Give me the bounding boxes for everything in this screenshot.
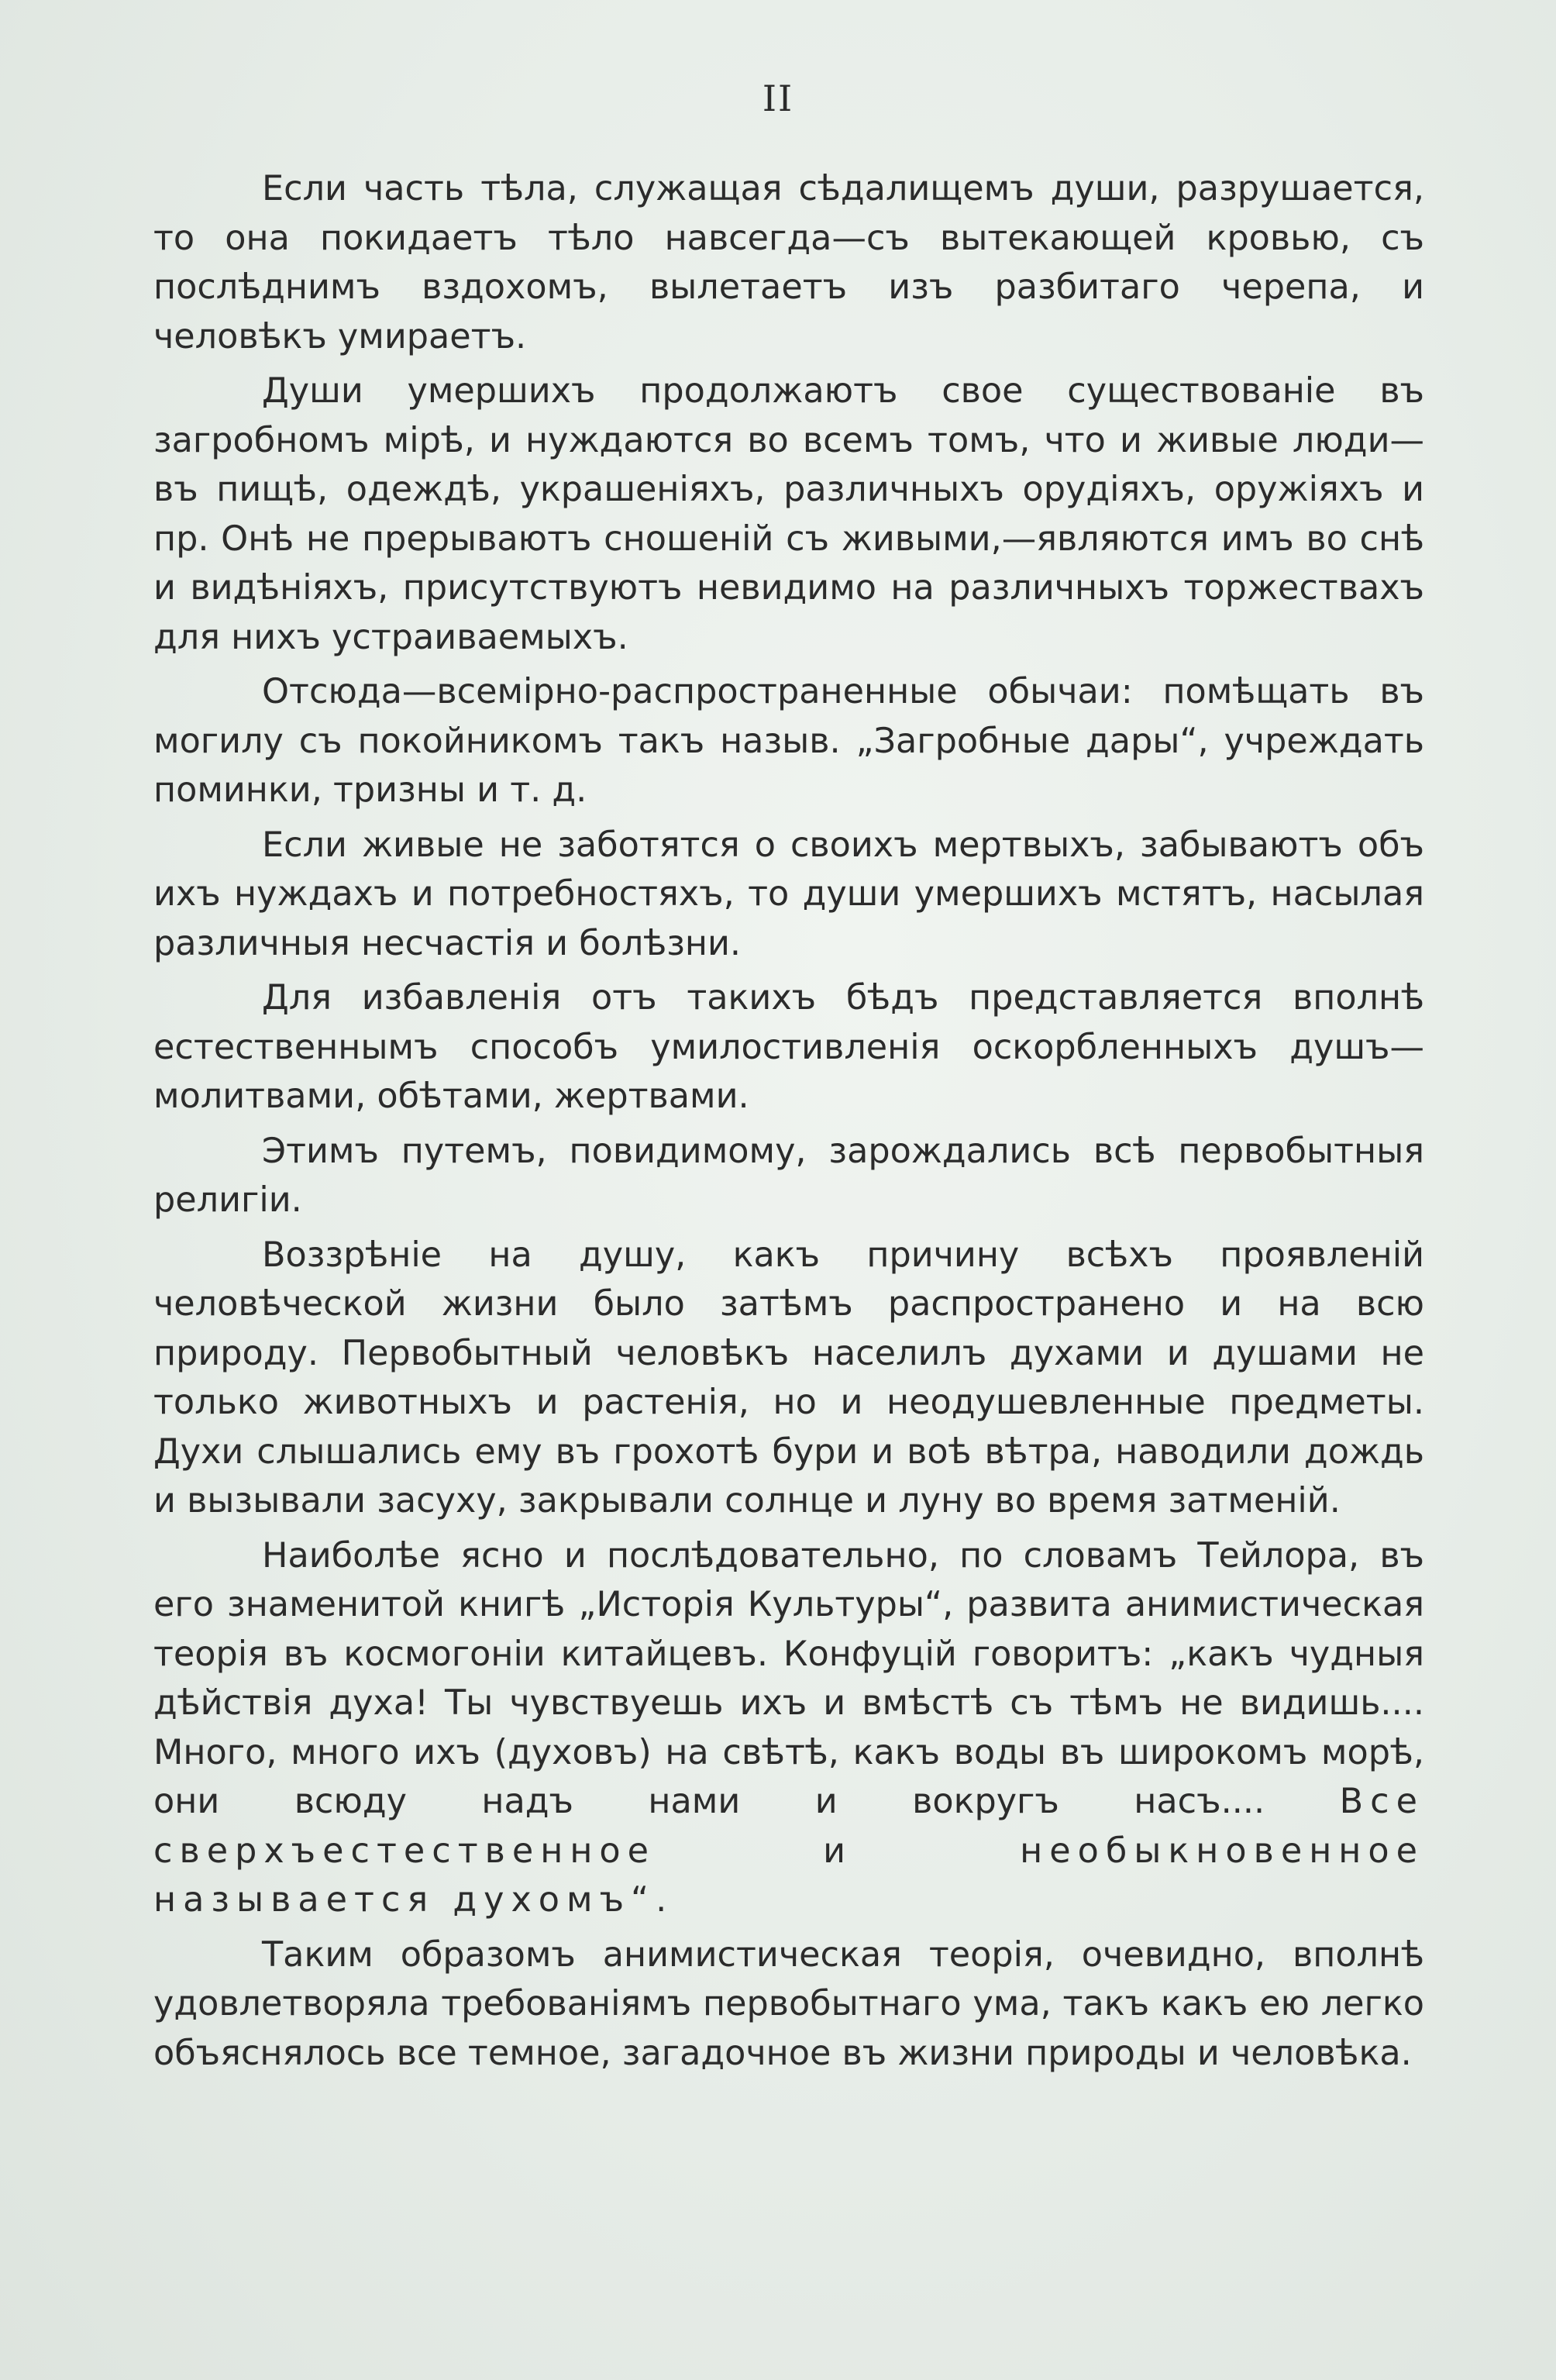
paragraph-6: Этимъ путемъ, повидимому, зарождались всѣ первобытныя религіи. (153, 1131, 1424, 1220)
body-text (153, 164, 1424, 2083)
paragraph-4: Если живые не заботятся о своихъ мертвыхъ, забываютъ объ ихъ нуждахъ и потребностяхъ, то души умершихъ мстятъ, насылая различныя несчастія и болѣзни. (153, 825, 1424, 963)
paragraph-2: Души умершихъ продолжаютъ свое существованіе въ загробномъ мірѣ, и нуждаются во всемъ томъ, что и живые люди—въ пищѣ, одеждѣ, украшеніяхъ, различныхъ орудіяхъ, оружіяхъ и пр. Онѣ не прерываютъ сношеній съ живыми,—являются имъ во снѣ и видѣніяхъ, присутствуютъ невидимо на различныхъ торжествахъ для нихъ устраиваемыхъ. (153, 371, 1424, 657)
paragraph-3: Отсюда—всемірно-распространенные обычаи: помѣщать въ могилу съ покойникомъ такъ назыв. „Загробные дары“, учреждать поминки, тризны и т. д. (153, 672, 1424, 810)
paragraph-5: Для избавленія отъ такихъ бѣдъ представляется вполнѣ естественнымъ способъ умилостивленія оскорбленныхъ душъ— молитвами, обѣтами, жертвами. (153, 978, 1424, 1116)
paragraph-7: Воззрѣніе на душу, какъ причину всѣхъ проявленій человѣческой жизни было затѣмъ распространено и на всю природу. Первобытный человѣкъ населилъ духами и душами не только животныхъ и растенія, но и неодушевленные предметы. Духи слышались ему въ грохотѣ бури и воѣ вѣтра, наводили дождь и вызывали засуху, закрывали солнце и луну во время затменій. (153, 1235, 1424, 1521)
quote-spaced-text: Все сверхъестественное и необыкновенное называется духомъ“. (153, 1782, 1424, 1920)
paragraph-8-quote (153, 1531, 1424, 1925)
quote-lead: Наиболѣе ясно и послѣдовательно, по словамъ Тейлора, въ его знаменитой книгѣ „Исторія Культуры“, развита анимистическая теорія въ космогоніи китайцевъ. Конфуцій говоритъ: „какъ чудныя дѣйствія духа! Ты чувствуешь ихъ и вмѣстѣ съ тѣмъ не видишь.... Много, много ихъ (духовъ) на свѣтѣ, какъ воды въ широкомъ морѣ, они всюду надъ нами и вокругъ насъ.... (153, 1535, 1424, 1821)
paragraph-1: Если часть тѣла, служащая сѣдалищемъ души, разрушается, то она покидаетъ тѣло навсегда—съ вытекающей кровью, съ послѣднимъ вздохомъ, вылетаетъ изъ разбитаго черепа, и человѣкъ умираетъ. (153, 169, 1424, 356)
page-number: II (762, 77, 794, 119)
paragraph-9: Таким образомъ анимистическая теорія, очевидно, вполнѣ удовлетворяла требованіямъ первобытнаго ума, такъ какъ ею легко объяснялось все темное, загадочное въ жизни природы и человѣка. (153, 1934, 1424, 2073)
